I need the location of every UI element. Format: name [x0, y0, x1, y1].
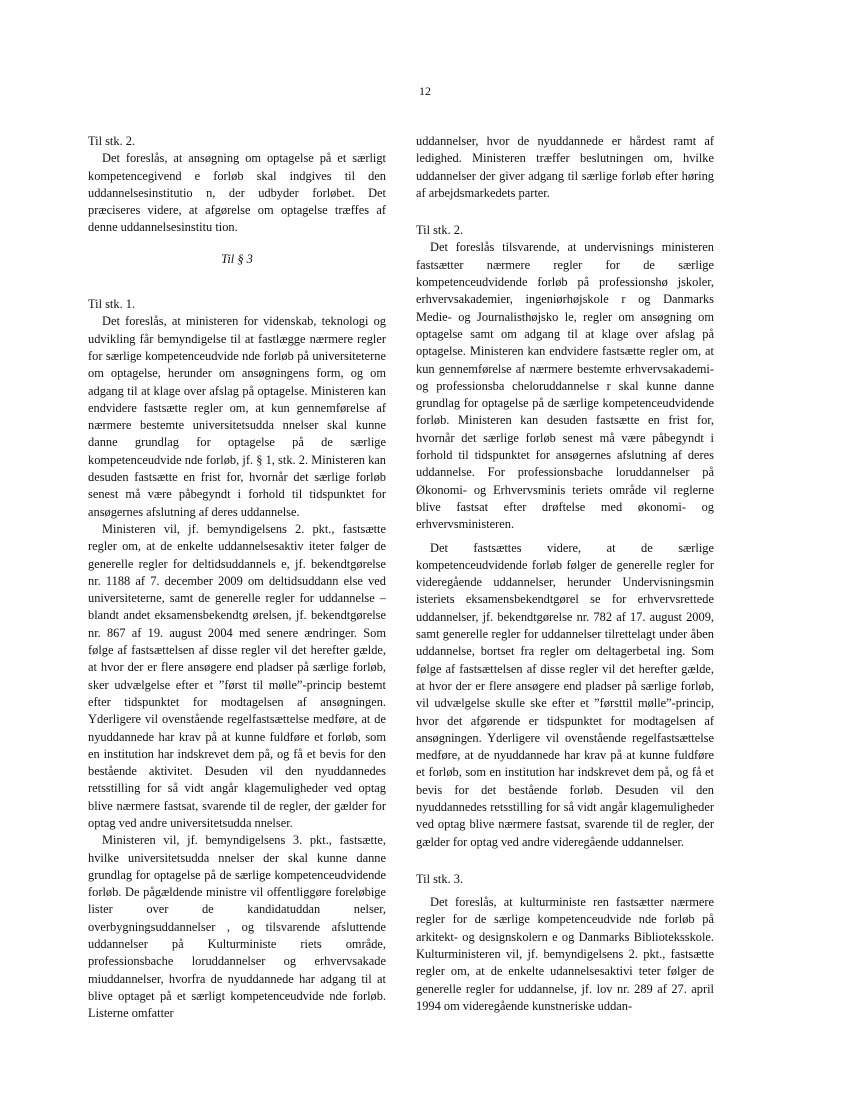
right-column — [416, 133, 714, 1015]
paragraph: Det foreslås tilsvarende, at undervisnings ministeren fastsætter nærmere regler for de særlige kompetenceudvidende forløb på professionshø jskoler, erhvervsakademier, ingeniørhøjskole r og Danmarks Medie- og Journalisthøjsko le, regler om ansøgning om optagelse samt om adgang til at klage over afslag på optagelse. Ministeren kan endvidere fastsætte regler om, at kun gennemførelse af nærmere bestemte erhvervsakademi- og professionsba cheloruddannelse r skal kunne danne grundlag for optagelse på de særlige kompetenceudvidende forløb. Ministeren kan desuden fastsætte en frist for, hvornår det særlige forløb senest må være påbegyndt i forhold til tidspunktet for ansøgernes afslutning af deres uddannelse. For professionsbache loruddannelser på Økonomi- og Erhvervsminis teriets område vil reglerne blive fastsat efter drøftelse med økonomi- og erhvervsministeren. — [416, 240, 714, 532]
left-column — [88, 133, 386, 1023]
page-number: 12 — [419, 84, 431, 98]
paragraph: Ministeren vil, jf. bemyndigelsens 2. pkt., fastsætte regler om, at de enkelte uddannelsesaktiv iteter følger de generelle regler for deltidsuddannels e, jf. bekendtgørelse nr. 1188 af 7. december 2009 om deltidsuddann else ved universiteterne, samt de generelle regler for uddannelse – blandt andet eksamensbekendtg ørelsen, jf. bekendtgørelse nr. 867 af 19. august 2004 med senere ændringer. Som følge af fastsættelsen af disse regler vil det herefter gælde, at hvor der er flere ansøgere end pladser på særlige forløb, sker udvælgelse efter et ”først til mølle”-princip bestemt efter tidspunktet for modtagelsen af ansøgningen. Yderligere vil ovenstående regelfastsættelse medføre, at de nyuddannede har krav på at kunne fuldføre et forløb, som en institution har indskrevet dem på, og få et bevis for den bestående aktivitet. Desuden vil den nyuddannedes retsstilling for så vidt angår klagemuligheder ved optag blive nærmere fastsat, svarende til de regler, der gælder for optag ved andre universitetsudda nnelser. — [88, 521, 386, 830]
paragraph: Ministeren vil, jf. bemyndigelsens 3. pkt., fastsætte, hvilke universitetsudda nnelser der skal kunne danne grundlag for optagelse på de særlige kompetenceudvidende forløb. De pågældende ministre vil offentliggøre foreløbige lister over de kandidatuddan nelser, overbygningsuddannelser , og tilsvarende afsluttende uddannelser på Kulturministe riets område, professionsbache loruddannelser og erhvervsakade miuddannelser, hvorfra de nyuddannede har adgang til at blive optaget på et særligt kompetenceudvide nde forløb. Listerne omfatter — [88, 833, 386, 1021]
paragraph: Det foreslås, at kulturministe ren fastsætter nærmere regler for de særlige kompetenceudvide nde forløb på arkitekt- og designskolern e og Danmarks Biblioteksskole. Kulturministeren vil, jf. bemyndigelsens 2. pkt., fastsætte regler om, at de enkelte udannelsesaktivi teter følger de generelle regler for uddannelse, jf. lov nr. 289 af 27. april 1994 om videregående kunstneriske uddan- — [416, 895, 714, 1013]
paragraph-section-heading: Til § 3 — [221, 251, 253, 266]
paragraph: Det foreslås, at ansøgning om optagelse på et særligt kompetencegivend e forløb skal indgives til den uddannelsesinstitutio n, der udbyder forløbet. Det præciseres videre, at afgørelse om optagelse træffes af denne uddannelsesinstitu tion. — [88, 151, 386, 235]
section-heading-stk1: Til stk. 1. — [88, 297, 136, 312]
section-heading-stk2: Til stk. 2. — [416, 223, 464, 238]
paragraph: Det fastsættes videre, at de særlige kompetenceudvidende forløb følger de generelle regler for videregående uddannelser, herunder Undervisningsmin isteriets eksamensbekendtgørel se for erhvervsrettede uddannelser, jf. bekendtgørelse nr. 782 af 17. august 2009, samt generelle regler for uddannelser tilrettelagt under åben uddannelse, bortset fra regler om deltagerbetal ing. Som følge af fastsættelsen af disse regler vil det herefter gælde, at hvor der er flere ansøgere end pladser på særlige forløb, vil udvælgelse skulle ske efter et ”førsttil mølle”-princip, hvor det afgørende er tidspunktet for modtagelsen af ansøgningen. Yderligere vil ovenstående regelfastsættelse medføre, at de nyuddannede har krav på at kunne fuldføre et forløb, som en institution har indskrevet dem på, og få et bevis for det bestående forløb. Desuden vil den nyuddannedes retsstilling for så vidt angår klagemuligheder ved optag blive nærmere fastsat, svarende til de regler, der gælder for optag ved andre videregående uddannelser. — [416, 540, 714, 849]
section-heading-stk3: Til stk. 3. — [416, 871, 464, 886]
paragraph: Det foreslås, at ministeren for videnskab, teknologi og udvikling får bemyndigelse til at fastlægge nærmere regler for særlige kompetenceudvide nde forløb på universiteterne om optagelse, herunder om ansøgningens form, og om adgang til at klage over afslag på optagelse. Ministeren kan endvidere fastsætte regler om, at kun gennemførelse af nærmere bestemte universitetsudda nnelser skal kunne danne grundlag for optagelse på de særlige kompetenceudvide nde forløb, jf. § 1, stk. 2. Ministeren kan desuden fastsætte en frist for, hvornår det særlige forløb senest må være påbegyndt i forhold til tidspunktet for ansøgernes afslutning af deres uddannelse. — [88, 314, 386, 519]
paragraph-continuation: uddannelser, hvor de nyuddannede er hårdest ramt af ledighed. Ministeren træffer beslutningen om, hvilke uddannelser der giver adgang til særlige forløb efter høring af arbejdsmarkedets parter. — [416, 134, 714, 200]
section-heading-stk2: Til stk. 2. — [88, 134, 136, 148]
